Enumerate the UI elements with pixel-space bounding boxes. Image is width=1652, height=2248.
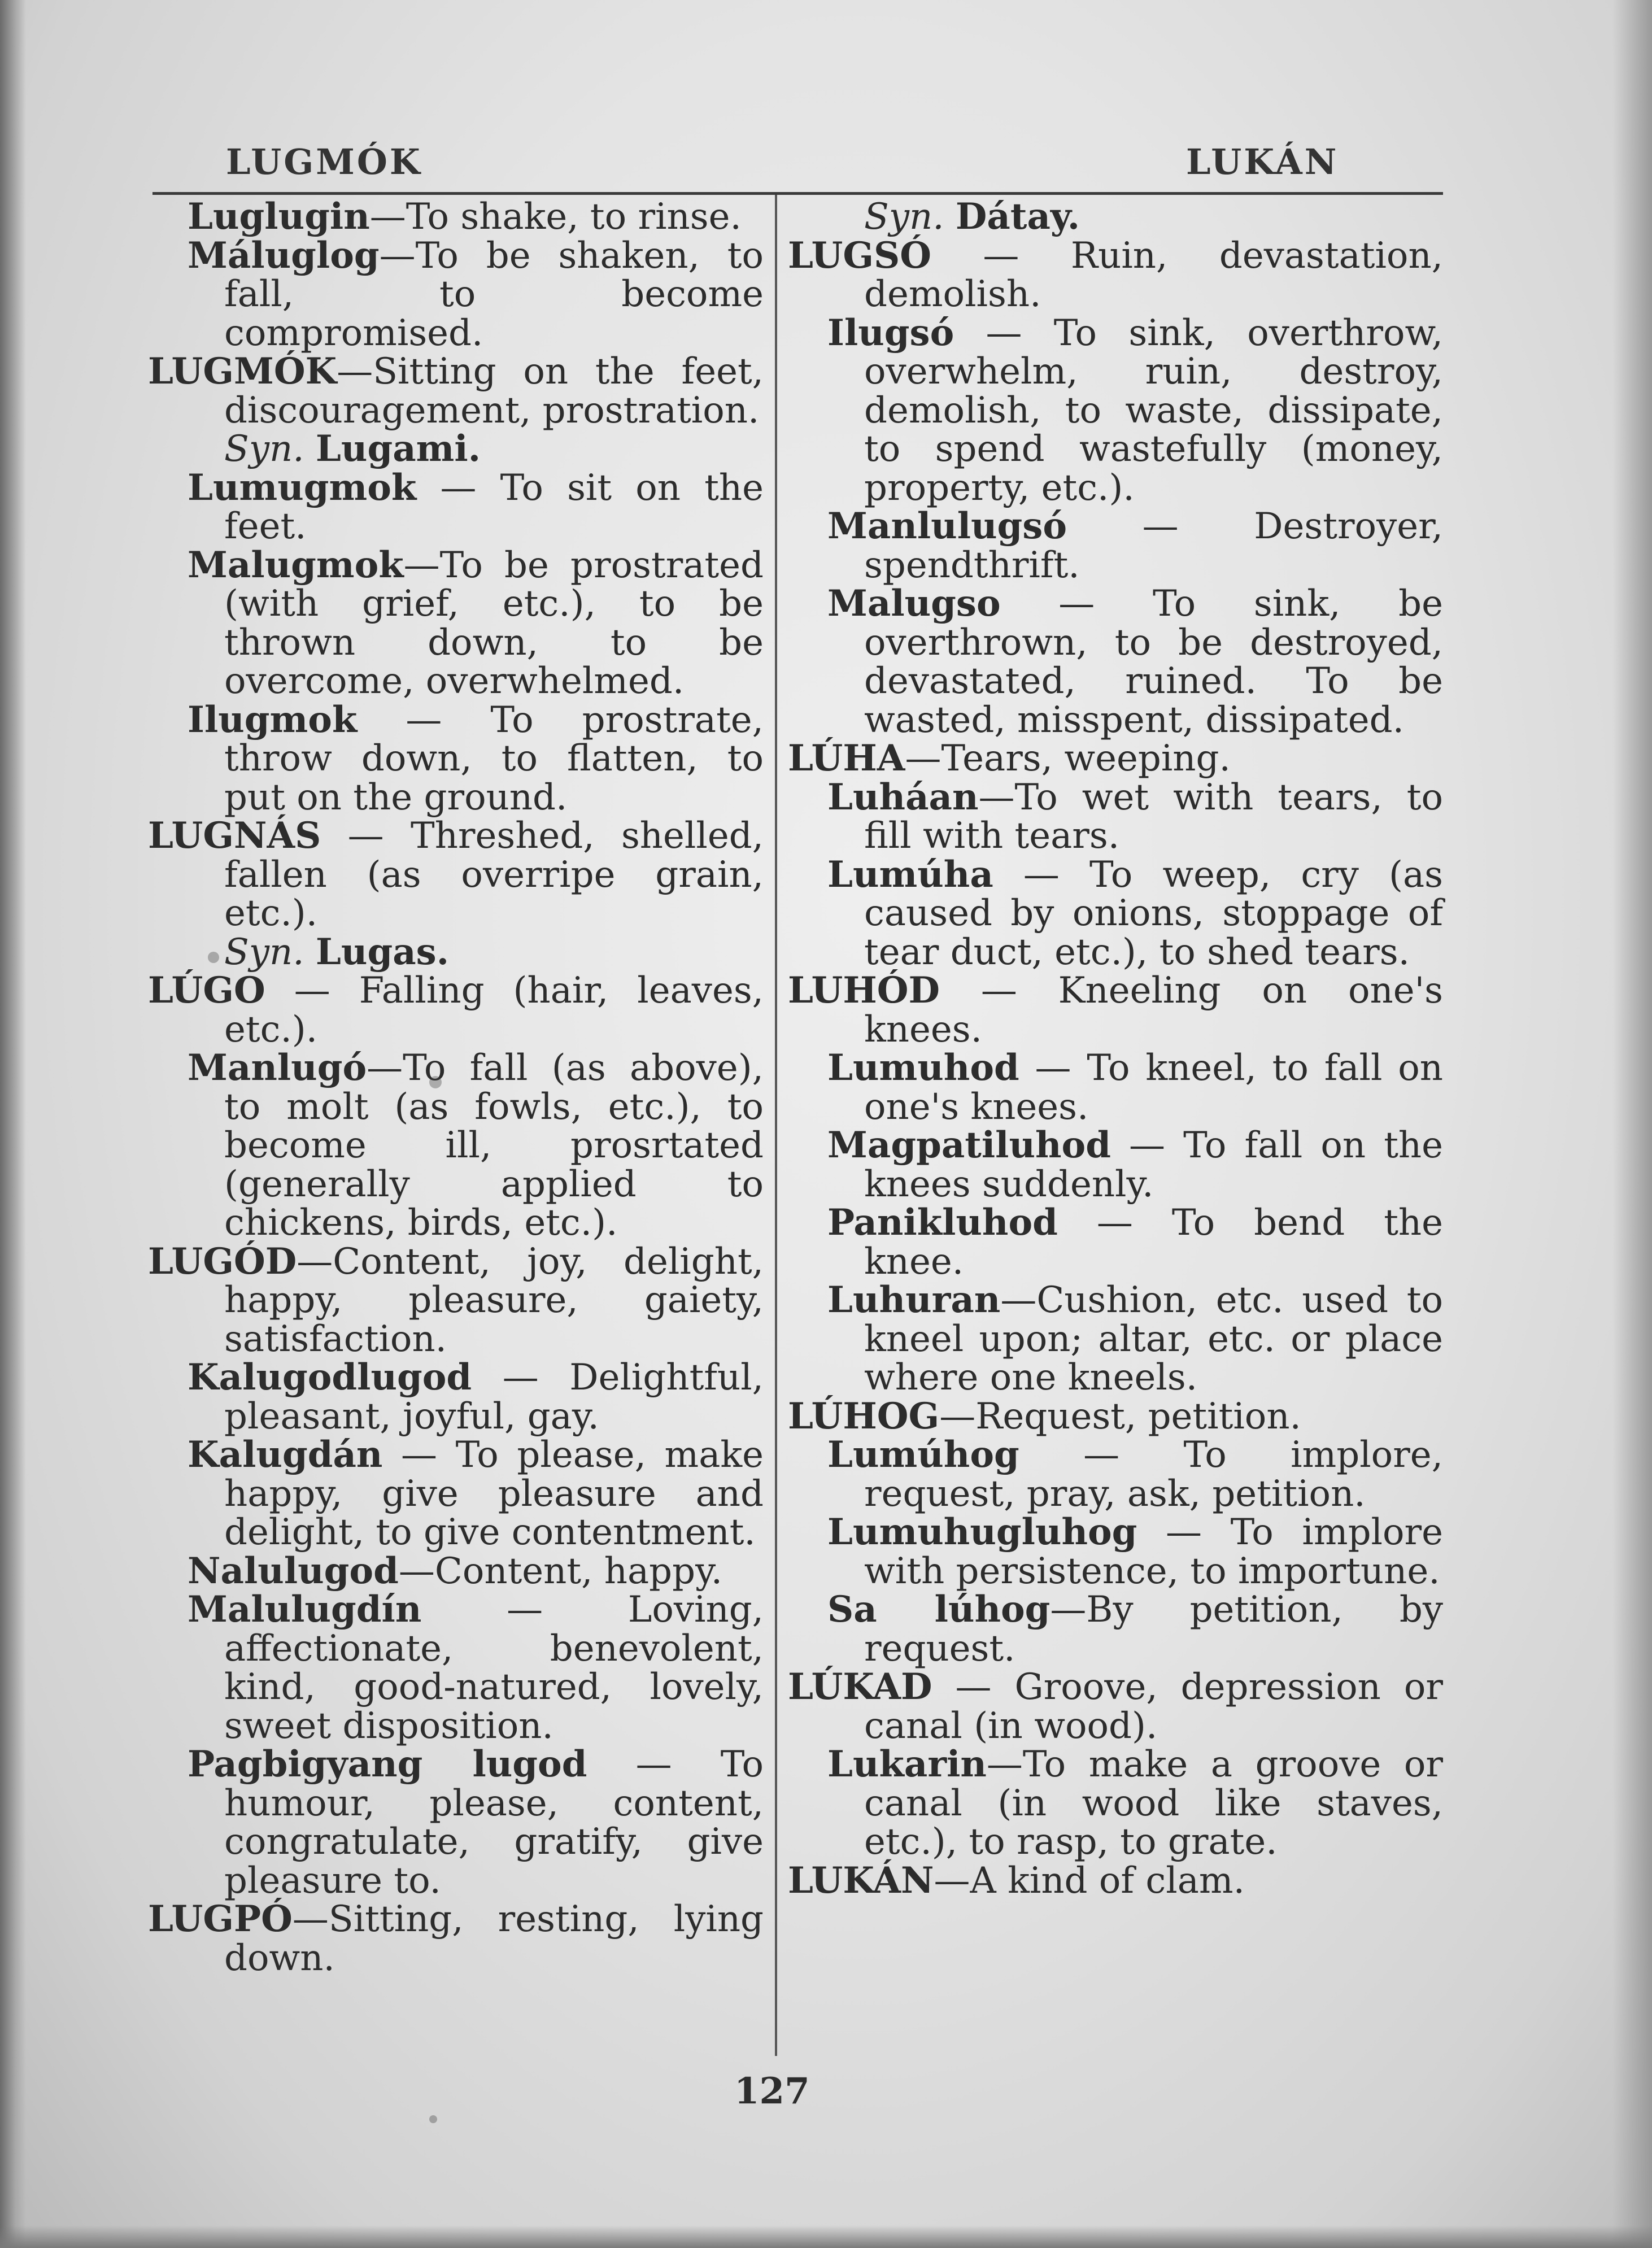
headword: Luhuran	[827, 1279, 1001, 1321]
sub-entry	[788, 1126, 1443, 1204]
definition-text: Tears, weeping.	[941, 738, 1231, 779]
headword: LUKÁN	[788, 1859, 934, 1902]
dictionary-entry	[148, 1240, 764, 1360]
definition-text: Threshed, shelled, fallen (as overripe grain, etc.).	[224, 815, 764, 934]
sub-entry	[788, 1745, 1443, 1862]
separator-dash: —	[382, 1434, 456, 1476]
synonym-label: Syn.	[864, 196, 944, 238]
sub-entry	[148, 466, 764, 547]
sub-entry	[788, 853, 1444, 973]
definition-text: Content, joy, delight, happy, pleasure, gaiety, satisfaction.	[224, 1240, 764, 1360]
definition-text: Sitting on the feet, discouragement, prostration.	[224, 351, 764, 432]
separator-dash: —	[1067, 506, 1254, 547]
separator-dash: —	[379, 234, 416, 277]
separator-dash: —	[265, 970, 359, 1012]
headword: Lukarin	[827, 1743, 987, 1785]
page-shadow-left	[0, 0, 26, 2248]
page-shadow-right	[1612, 0, 1652, 2248]
sub-entry	[788, 1436, 1443, 1513]
headword: LUGSÓ	[788, 234, 931, 277]
dictionary-entry	[148, 1900, 764, 1977]
separator-dash: —	[1110, 1125, 1184, 1166]
column-divider	[775, 195, 777, 2056]
definition-text: Content, happy.	[434, 1550, 723, 1592]
ink-speck	[208, 952, 219, 963]
sub-entry	[148, 543, 764, 702]
headword: LUGMÓK	[148, 350, 337, 393]
separator-dash: —	[986, 1744, 1023, 1785]
sub-entry	[148, 234, 764, 354]
separator-dash: —	[1000, 583, 1153, 625]
definition-text: Request, petition.	[975, 1395, 1301, 1437]
ink-speck	[429, 1076, 442, 1088]
synonym-line	[788, 195, 1443, 238]
separator-dash: —	[1019, 1047, 1087, 1089]
definition-text: A kind of clam.	[970, 1859, 1245, 1902]
headword: LUGNÁS	[148, 814, 321, 857]
separator-dash: —	[587, 1744, 721, 1785]
separator-dash: —	[398, 1550, 435, 1592]
page-shadow-bottom	[0, 2225, 1652, 2248]
separator-dash: —	[939, 1395, 976, 1437]
sub-entry	[788, 507, 1443, 585]
sub-entry	[148, 1745, 764, 1900]
headword: Luglugin	[188, 195, 370, 238]
separator-dash: —	[297, 1240, 333, 1283]
separator-dash: —	[905, 738, 941, 779]
header-guide-word-right: LUKÁN	[1186, 141, 1339, 182]
definition-text: To weep, cry (as caused by onions, stoppage of tear duct, etc.), to shed tears.	[864, 853, 1444, 973]
separator-dash: —	[1019, 1434, 1184, 1476]
separator-dash: —	[357, 699, 491, 741]
separator-dash: —	[367, 1047, 403, 1089]
headword: LUGÓD	[148, 1240, 297, 1283]
definition-text: To please, make happy, give pleasure and delight, to give contentment.	[224, 1434, 764, 1553]
synonym-line	[148, 930, 764, 973]
headword: Lumúhog	[827, 1434, 1019, 1476]
headword: LUHÓD	[788, 969, 940, 1012]
sub-entry	[788, 1201, 1443, 1283]
ink-speck	[429, 2115, 437, 2123]
headword: LÚHA	[788, 737, 905, 779]
separator-dash: —	[403, 544, 440, 586]
synonym-label: Syn.	[224, 428, 304, 470]
dictionary-entry	[148, 971, 764, 1049]
synonym-line	[148, 430, 764, 469]
separator-dash: —	[932, 1666, 1015, 1708]
definition-text: To prostrate, throw down, to flatten, to put on the ground.	[224, 699, 764, 818]
sub-entry	[788, 1588, 1444, 1670]
synonym-word: Dátay.	[955, 195, 1080, 238]
sub-entry	[788, 1049, 1443, 1126]
definition-text: Destroyer, spendthrift.	[864, 506, 1443, 586]
definition-text: Groove, depression or canal (in wood).	[864, 1666, 1443, 1747]
dictionary-entry	[788, 1668, 1443, 1745]
separator-dash: —	[1137, 1511, 1231, 1553]
headword: Lumuhod	[827, 1047, 1019, 1089]
separator-dash: —	[337, 351, 373, 393]
definition-text: To fall on the knees suddenly.	[864, 1125, 1444, 1205]
definition-text: Sitting, resting, lying down.	[224, 1898, 764, 1979]
headword: Nalulugod	[188, 1549, 399, 1592]
sub-entry	[788, 582, 1443, 741]
headword: Manlulugsó	[827, 505, 1067, 547]
dictionary-entry	[788, 1397, 1443, 1436]
headword: Kalugodlugod	[188, 1356, 472, 1399]
headword: Malulugdín	[188, 1588, 422, 1631]
sub-entry	[788, 1513, 1443, 1591]
headword: Malugmok	[188, 543, 404, 586]
headword: Ilugsó	[827, 311, 954, 354]
page-number: 127	[734, 2070, 810, 2112]
definition-text: To sink, be overthrown, to be destroyed, devastated, ruined. To be wasted, misspent, dissipated.	[864, 583, 1443, 741]
sub-entry	[148, 1358, 764, 1436]
headword: Máluglog	[188, 234, 380, 277]
definition-text: To sink, overthrow, overwhelm, ruin, destroy, demolish, to waste, dissipate, to spend wastefully (money, property, etc.).	[864, 312, 1443, 509]
headword: Malugso	[827, 582, 1001, 625]
synonym-word: Lugas.	[315, 930, 449, 973]
headword: Kalugdán	[188, 1434, 383, 1476]
sub-entry	[788, 1281, 1443, 1397]
headword: Sa lúhog	[827, 1588, 1051, 1631]
separator-dash: —	[978, 776, 1015, 818]
definition-text: To humour, please, content, congratulate, gratify, give pleasure to.	[224, 1744, 764, 1902]
definition-text: Loving, affectionate, benevolent, kind, good-natured, lovely, sweet disposition.	[224, 1589, 764, 1747]
headword: LÚHOG	[788, 1395, 940, 1437]
separator-dash: —	[954, 312, 1054, 354]
separator-dash: —	[321, 815, 411, 857]
definition-text: To be prostrated (with grief, etc.), to be thrown down, to be overcome, overwhelmed.	[224, 544, 764, 702]
header-guide-word-left: LUGMÓK	[226, 141, 422, 182]
left-column	[148, 195, 764, 1979]
headword: LÚGO	[148, 969, 265, 1012]
headword: Lumúha	[827, 853, 993, 896]
headword: Lumugmok	[188, 466, 417, 509]
dictionary-entry	[788, 971, 1443, 1049]
sub-entry	[148, 195, 764, 238]
sub-entry	[148, 1049, 764, 1243]
dictionary-entry	[148, 814, 764, 934]
headword: LÚKAD	[788, 1666, 932, 1708]
headword: LUGPÓ	[148, 1898, 293, 1940]
sub-entry	[148, 1549, 764, 1592]
headword: Luháan	[827, 776, 979, 818]
definition-text: Falling (hair, leaves, etc.).	[224, 970, 764, 1051]
definition-text: To wet with tears, to fill with tears.	[864, 776, 1443, 857]
headword: Panikluhod	[827, 1201, 1058, 1244]
definition-text: To implore with persistence, to importune.	[864, 1511, 1444, 1592]
definition-text: To implore, request, pray, ask, petition.	[864, 1434, 1444, 1515]
definition-text: To sit on the feet.	[224, 467, 764, 547]
headword: Manlugó	[188, 1047, 367, 1089]
definition-text: To fall (as above), to molt (as fowls, etc.), to become ill, prosrtated (generally applied to chickens, birds, etc.).	[224, 1047, 764, 1244]
separator-dash: —	[1000, 1279, 1037, 1321]
sub-entry	[148, 1588, 764, 1747]
definition-text: To be shaken, to fall, to become compromised.	[224, 234, 764, 354]
sub-entry	[148, 698, 764, 818]
definition-text: Cushion, etc. used to kneel upon; altar, etc. or place where one kneels.	[864, 1279, 1443, 1399]
headword: Magpatiluhod	[827, 1124, 1111, 1166]
definition-text: Kneeling on one's knees.	[864, 970, 1443, 1051]
separator-dash: —	[421, 1589, 628, 1631]
separator-dash: —	[1057, 1202, 1172, 1244]
dictionary-entry	[788, 739, 1443, 778]
headword: Ilugmok	[188, 698, 358, 741]
headword: Lumuhugluhog	[827, 1511, 1137, 1553]
definition-text: To shake, to rinse.	[406, 196, 742, 238]
separator-dash: —	[993, 853, 1090, 896]
separator-dash: —	[931, 234, 1071, 277]
separator-dash: —	[292, 1898, 329, 1940]
headword: Pagbigyang lugod	[188, 1743, 587, 1785]
right-column	[788, 195, 1444, 1902]
definition-text: By petition, by request.	[864, 1589, 1444, 1670]
separator-dash: —	[472, 1357, 570, 1399]
definition-text: To kneel, to fall on one's knees.	[864, 1047, 1444, 1128]
header-rule	[152, 192, 1443, 195]
sub-entry	[788, 311, 1443, 509]
dictionary-entry	[148, 352, 764, 430]
synonym-label: Syn.	[224, 931, 304, 973]
definition-text: Delightful, pleasant, joyful, gay.	[224, 1357, 764, 1437]
separator-dash: —	[934, 1859, 970, 1902]
synonym-word: Lugami.	[315, 428, 481, 470]
separator-dash: —	[940, 970, 1058, 1012]
separator-dash: —	[1050, 1589, 1087, 1631]
separator-dash: —	[416, 467, 500, 509]
sub-entry	[148, 1436, 764, 1552]
definition-text: To bend the knee.	[864, 1202, 1443, 1283]
definition-text: Ruin, devastation, demolish.	[864, 234, 1444, 315]
sub-entry	[788, 778, 1443, 856]
dictionary-entry	[788, 234, 1444, 315]
separator-dash: —	[369, 196, 406, 238]
dictionary-entry	[788, 1859, 1443, 1902]
definition-text: To make a groove or canal (in wood like staves, etc.), to rasp, to grate.	[864, 1744, 1443, 1863]
